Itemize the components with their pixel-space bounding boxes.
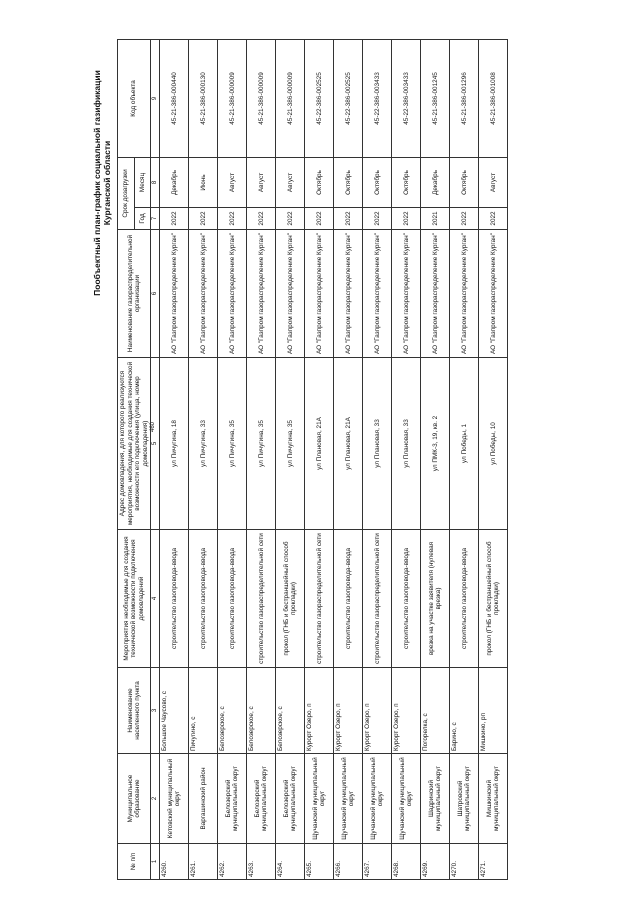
header-row [118, 39, 135, 879]
year-cell: 2022 [392, 208, 421, 230]
object-code-cell: 45-22-386-002525 [305, 39, 334, 157]
settlement-cell: Мишкино, рп [479, 668, 508, 754]
header-organization: Наименование газораспределительной организации [118, 230, 151, 358]
row-number-cell: 4270. [450, 844, 479, 880]
row-number-cell: 4271. [479, 844, 508, 880]
address-cell: ул ПМК-3, 19, кв. 2 [421, 358, 450, 530]
address-cell: ул Победы, 10 [479, 358, 508, 530]
address-cell: ул Плановая, 21А [305, 358, 334, 530]
organization-cell: АО "Газпром газораспределение Курган" [160, 230, 189, 358]
title-line-2: Курганской области [102, 140, 112, 226]
year-cell: 2022 [247, 208, 276, 230]
measures-cell: строительство газопровода-ввода [160, 530, 189, 668]
organization-cell: АО "Газпром газораспределение Курган" [189, 230, 218, 358]
measures-cell: строительство газопровода-ввода [450, 530, 479, 668]
table-row [392, 39, 421, 879]
organization-cell: АО "Газпром газораспределение Курган" [276, 230, 305, 358]
header-address: Адрес домовладения, для которого реализуются мероприятия, необходимые для создания технической возможности его подключения (улица, номер домовладения) [118, 358, 151, 530]
organization-cell: АО "Газпром газораспределение Курган" [450, 230, 479, 358]
address-cell: ул Победы, 1 [450, 358, 479, 530]
year-cell: 2022 [363, 208, 392, 230]
address-cell: ул Плановая, 33 [363, 358, 392, 530]
column-number: 8 [151, 157, 160, 207]
settlement-cell: Курорт Озеро, п [363, 668, 392, 754]
object-code-cell: 45-22-386-002525 [334, 39, 363, 157]
municipality-cell: Щучанский муниципальный округ [334, 754, 363, 844]
header-year: Год [134, 208, 151, 230]
organization-cell: АО "Газпром газораспределение Курган" [334, 230, 363, 358]
year-cell: 2022 [450, 208, 479, 230]
measures-cell: строительство газопровода-ввода [334, 530, 363, 668]
settlement-cell: Белозерское, с [218, 668, 247, 754]
address-cell: ул Пичугина, 18 [160, 358, 189, 530]
month-cell: Август [479, 157, 508, 207]
table-row [247, 39, 276, 879]
settlement-cell: Большое Чаусово, с [160, 668, 189, 754]
row-number-cell: 4262. [218, 844, 247, 880]
month-cell: Декабрь [160, 157, 189, 207]
object-code-cell: 45-21-386-000009 [247, 39, 276, 157]
row-number-cell: 4268. [392, 844, 421, 880]
table-row [305, 39, 334, 879]
measures-cell: прокол (ГНБ и бестраншейный способ прокладки) [479, 530, 508, 668]
table-body [160, 39, 508, 879]
measures-cell: строительство газопровода-ввода [392, 530, 421, 668]
row-number-cell: 4263. [247, 844, 276, 880]
year-cell: 2022 [276, 208, 305, 230]
year-cell: 2021 [421, 208, 450, 230]
address-cell: ул Пичугина, 35 [276, 358, 305, 530]
header-municipality: Муниципальное образование [118, 754, 151, 844]
column-number: 7 [151, 208, 160, 230]
settlement-cell: Курорт Озеро, п [392, 668, 421, 754]
row-number-cell: 4265. [305, 844, 334, 880]
row-number-cell: 4260. [160, 844, 189, 880]
gasification-table-container [117, 40, 508, 880]
table-row [363, 39, 392, 879]
organization-cell: АО "Газпром газораспределение Курган" [305, 230, 334, 358]
month-cell: Июнь [189, 157, 218, 207]
column-number: 6 [151, 230, 160, 358]
year-cell: 2022 [160, 208, 189, 230]
settlement-cell: Белозерское, с [276, 668, 305, 754]
address-cell: ул Плановая, 33 [392, 358, 421, 530]
page-title [92, 0, 112, 453]
table-row [160, 39, 189, 879]
column-numbers-row [151, 39, 160, 879]
month-cell: Декабрь [421, 157, 450, 207]
organization-cell: АО "Газпром газораспределение Курган" [218, 230, 247, 358]
settlement-cell: Барино, с [450, 668, 479, 754]
month-cell: Август [218, 157, 247, 207]
table-row [479, 39, 508, 879]
year-cell: 2022 [305, 208, 334, 230]
column-number: 1 [151, 844, 160, 880]
table-row [189, 39, 218, 879]
address-cell: ул Пичугина, 35 [218, 358, 247, 530]
table-row [334, 39, 363, 879]
measures-cell: строительство газопровода-ввода [189, 530, 218, 668]
municipality-cell: Варгашинский район [189, 754, 218, 844]
municipality-cell: Щучанский муниципальный округ [392, 754, 421, 844]
column-number: 9 [151, 39, 160, 157]
measures-cell: строительство газопровода-ввода [218, 530, 247, 668]
column-number: 2 [151, 754, 160, 844]
municipality-cell: Белозерский муниципальный округ [276, 754, 305, 844]
month-cell: Август [276, 157, 305, 207]
address-cell: ул Пичугина, 33 [189, 358, 218, 530]
header-object-code: Код объекта [118, 39, 151, 157]
measures-cell: строительство газораспределительной сети [247, 530, 276, 668]
settlement-cell: Курорт Озеро, п [305, 668, 334, 754]
address-cell: ул Пичугина, 35 [247, 358, 276, 530]
organization-cell: АО "Газпром газораспределение Курган" [479, 230, 508, 358]
table-row [218, 39, 247, 879]
page-number: 460 [150, 422, 156, 433]
month-cell: Октябрь [392, 157, 421, 207]
month-cell: Октябрь [363, 157, 392, 207]
header-measures: Мероприятия необходимые для создания технической возможности подключения домовладений [118, 530, 151, 668]
month-cell: Октябрь [305, 157, 334, 207]
row-number-cell: 4269. [421, 844, 450, 880]
organization-cell: АО "Газпром газораспределение Курган" [421, 230, 450, 358]
measures-cell: строительство газораспределительной сети [305, 530, 334, 668]
object-code-cell: 45-21-386-000440 [160, 39, 189, 157]
row-number-cell: 4267. [363, 844, 392, 880]
row-number-cell: 4266. [334, 844, 363, 880]
table-row [276, 39, 305, 879]
column-number: 5 [151, 358, 160, 530]
measures-cell: строительство газораспределительной сети [363, 530, 392, 668]
object-code-cell: 45-21-386-000130 [189, 39, 218, 157]
column-number: 4 [151, 530, 160, 668]
object-code-cell: 45-22-386-003433 [363, 39, 392, 157]
table-row [450, 39, 479, 879]
municipality-cell: Щучанский муниципальный округ [305, 754, 334, 844]
header-num: № п/п [118, 844, 151, 880]
object-code-cell: 45-21-386-001296 [450, 39, 479, 157]
settlement-cell: Курорт Озеро, п [334, 668, 363, 754]
gasification-table [117, 39, 508, 880]
municipality-cell: Кетовский муниципальный округ [160, 754, 189, 844]
year-cell: 2022 [218, 208, 247, 230]
measures-cell: врезка на участке заявителя (нулевая врезка) [421, 530, 450, 668]
header-month: Месяц [134, 157, 151, 207]
table-row [421, 39, 450, 879]
municipality-cell: Щучанский муниципальный округ [363, 754, 392, 844]
title-line-1: Пообъектный план-график социальной газификации [92, 70, 102, 296]
organization-cell: АО "Газпром газораспределение Курган" [247, 230, 276, 358]
row-number-cell: 4264. [276, 844, 305, 880]
municipality-cell: Мишкинский муниципальный округ [479, 754, 508, 844]
object-code-cell: 45-21-386-000009 [218, 39, 247, 157]
organization-cell: АО "Газпром газораспределение Курган" [363, 230, 392, 358]
municipality-cell: Белозерский муниципальный округ [247, 754, 276, 844]
year-cell: 2022 [189, 208, 218, 230]
organization-cell: АО "Газпром газораспределение Курган" [392, 230, 421, 358]
year-cell: 2022 [479, 208, 508, 230]
municipality-cell: Шадринский муниципальный округ [421, 754, 450, 844]
measures-cell: прокол (ГНБ и бестраншейный способ прокладки) [276, 530, 305, 668]
settlement-cell: Погорелка, с [421, 668, 450, 754]
object-code-cell: 45-21-386-000009 [276, 39, 305, 157]
settlement-cell: Белозерское, с [247, 668, 276, 754]
address-cell: ул Плановая, 21А [334, 358, 363, 530]
month-cell: Октябрь [450, 157, 479, 207]
year-cell: 2022 [334, 208, 363, 230]
header-settlement: Наименование населенного пункта [118, 668, 151, 754]
column-number: 3 [151, 668, 160, 754]
object-code-cell: 45-22-386-003433 [392, 39, 421, 157]
settlement-cell: Пичугино, с [189, 668, 218, 754]
object-code-cell: 45-21-386-001008 [479, 39, 508, 157]
object-code-cell: 45-21-386-001245 [421, 39, 450, 157]
municipality-cell: Шатровский муниципальный округ [450, 754, 479, 844]
municipality-cell: Белозерский муниципальный округ [218, 754, 247, 844]
month-cell: Октябрь [334, 157, 363, 207]
month-cell: Август [247, 157, 276, 207]
row-number-cell: 4261. [189, 844, 218, 880]
header-deadline: Срок дозагрузки [118, 157, 135, 229]
